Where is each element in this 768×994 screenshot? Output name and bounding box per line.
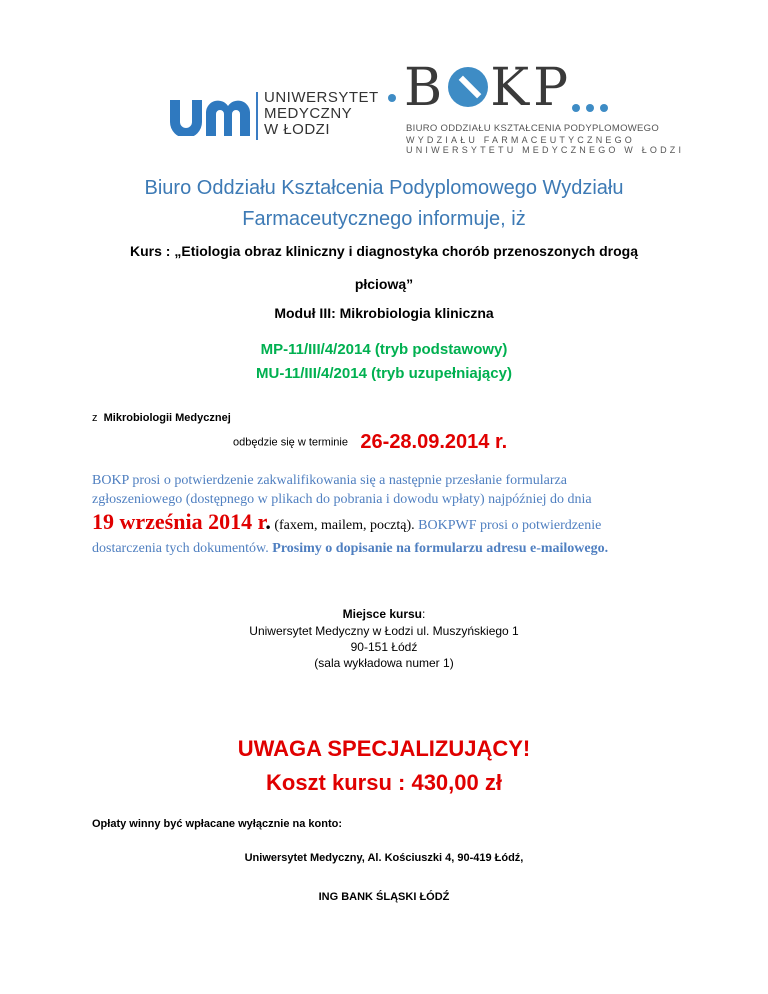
um-logo-text (264, 90, 379, 138)
um-logo-line: W ŁODZI (264, 121, 330, 138)
notice-line-3 (92, 509, 601, 535)
course-title-line-2: płciową” (354, 276, 414, 292)
course-term-label: odbędzie się w terminie (233, 436, 348, 449)
notice-docs: dostarczenia tych dokumentów. (92, 541, 269, 556)
notice-deadline-dot: . (265, 509, 271, 534)
notice-email-request: Prosimy o dopisanie na formularzu adresu e-mailowego. (268, 541, 609, 556)
bokp-sub-line: BIURO ODDZIAŁU KSZTAŁCENIA PODYPLOMOWEGO (406, 123, 660, 134)
um-logo-mark-icon (170, 96, 252, 136)
um-logo (170, 88, 382, 144)
bokp-circle-icon (448, 67, 488, 107)
bokp-dot-icon (600, 104, 608, 112)
course-module: Moduł III: Mikrobiologia kliniczna (274, 305, 494, 321)
course-cost: Koszt kursu : 430,00 zł (266, 770, 502, 795)
notice-line-2: zgłoszeniowego (dostępnego w plikach do pobrania i dowodu wpłaty) najpóźniej do dnia (92, 492, 592, 507)
notice-channels: (faxem, mailem, pocztą). (270, 518, 415, 533)
course-term (233, 431, 507, 454)
bokp-dot-icon (572, 104, 580, 112)
bokp-dot-icon (586, 104, 594, 112)
location-city: 90-151 Łódź (350, 640, 418, 654)
notice-deadline: 19 września 2014 r (92, 509, 266, 534)
course-code-basic: MP-11/III/4/2014 (tryb podstawowy) (260, 341, 508, 358)
notice-line-1: BOKP prosi o potwierdzenie zakwalifikowania się a następnie przesłanie formularza (92, 473, 567, 488)
course-term-dates: 26-28.09.2014 r. (360, 431, 508, 453)
bokp-logo-subtitle (406, 124, 684, 156)
payment-bank: ING BANK ŚLĄSKI ŁÓDŹ (318, 891, 450, 903)
location-label (0, 607, 768, 621)
location-room: (sala wykładowa numer 1) (314, 656, 454, 670)
um-logo-line: MEDYCZNY (264, 105, 353, 122)
bokp-sub-line: UNIWERSYTETU MEDYCZNEGO W ŁODZI (406, 145, 685, 155)
page-heading (0, 175, 768, 232)
course-title-line-1: Kurs : „Etiologia obraz kliniczny i diagnostyka chorób przenoszonych drogą (130, 243, 638, 259)
heading-line-1: Biuro Oddziału Kształcenia Podyplomowego Wydziału (144, 177, 624, 199)
bokp-logo-wordmark: B KP (404, 58, 573, 118)
location-address: Uniwersytet Medyczny w Łodzi ul. Muszyńskiego 1 (249, 624, 519, 638)
warning-title: UWAGA SPECJALIZUJĄCY! (237, 736, 531, 761)
notice-confirm: BOKPWF prosi o potwierdzenie (414, 518, 602, 533)
bokp-dot-icon (388, 94, 396, 102)
location-label-colon: : (422, 607, 426, 621)
course-from (92, 412, 231, 424)
bokp-logo (384, 58, 685, 158)
payment-intro: Opłaty winny być wpłacane wyłącznie na konto: (92, 818, 343, 830)
location-label-text: Miejsce kursu (342, 607, 423, 621)
notice-line-4 (92, 541, 608, 557)
heading-line-2: Farmaceutycznego informuje, iż (242, 208, 526, 230)
um-logo-line: UNIWERSYTET (264, 89, 379, 106)
course-code-supplementary: MU-11/III/4/2014 (tryb uzupełniający) (256, 365, 512, 382)
payment-address: Uniwersytet Medyczny, Al. Kościuszki 4, 90-419 Łódź, (244, 852, 524, 864)
course-from-prefix: z (92, 412, 98, 424)
bokp-sub-line: WYDZIAŁU FARMACEUTYCZNEGO (406, 134, 636, 145)
course-from-subject: Mikrobiologii Medycznej (103, 412, 231, 424)
um-logo-separator (256, 92, 258, 140)
